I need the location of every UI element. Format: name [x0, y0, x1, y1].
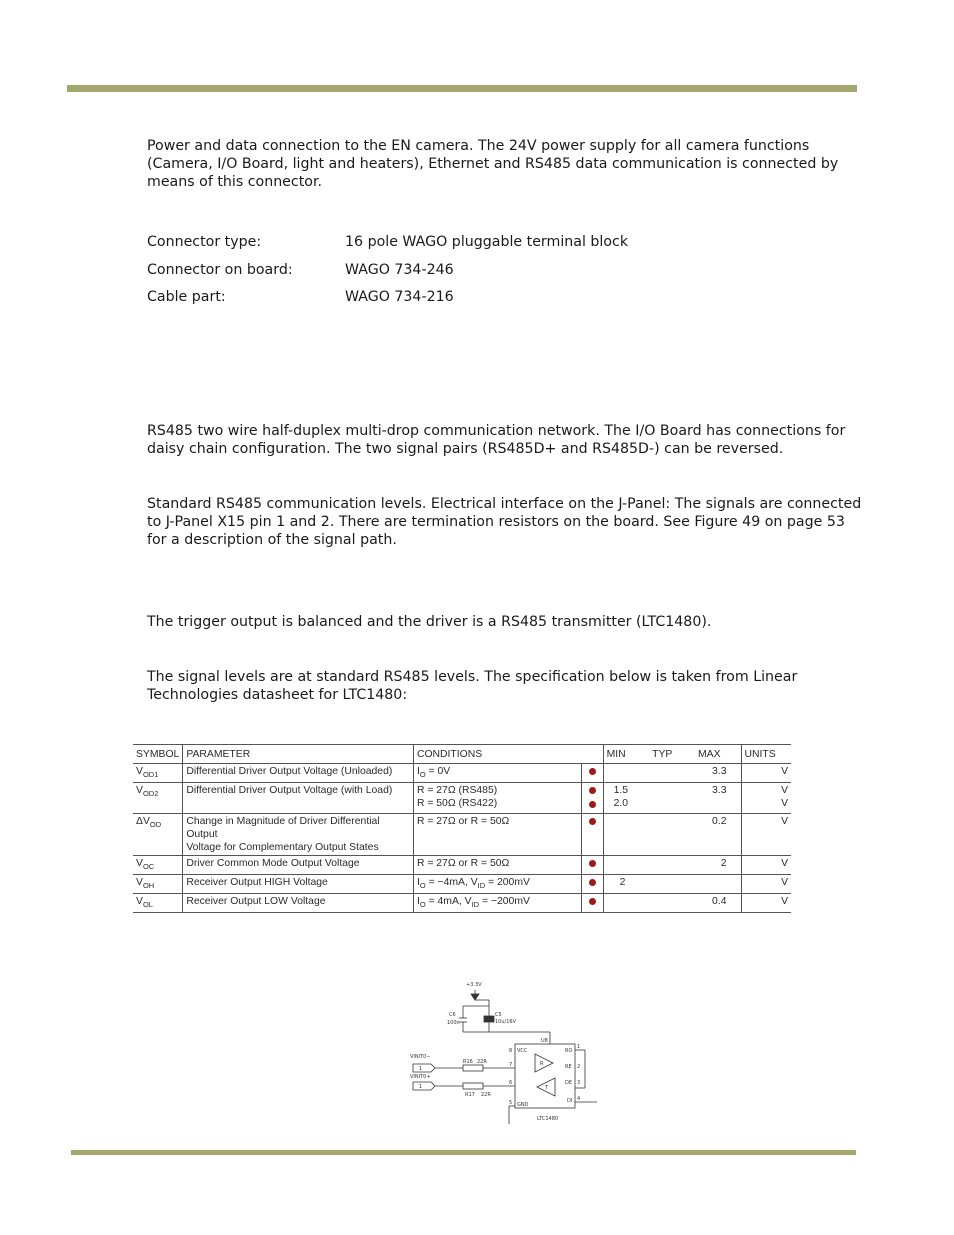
parameter: Differential Driver Output Voltage (with Load) [183, 783, 414, 814]
min: 2.0 [613, 798, 629, 810]
pin-number: 3 [577, 1080, 581, 1086]
max: 0.2 [695, 814, 741, 856]
parameter: Change in Magnitude of Driver Differential Output [186, 816, 380, 841]
table-row [133, 764, 791, 783]
c5-label: C5 [495, 1012, 502, 1018]
symbol: ΔV [136, 816, 150, 828]
net-plus-label: VINIT0+ [410, 1074, 431, 1080]
conn-pin: 1 [419, 1084, 423, 1090]
footer-rule [71, 1150, 856, 1155]
c5-value: 10u/16V [495, 1019, 516, 1025]
r17-value: 22R [481, 1092, 491, 1098]
spec-label: Connector on board: [147, 262, 293, 278]
vcc-pin: VCC [517, 1048, 528, 1054]
rs485-network-paragraph: RS485 two wire half-duplex multi-drop communication network. The I/O Board has connections for daisy chain configuration. The two signal pairs (RS485D+ and RS485D-) can be reversed. [147, 423, 846, 457]
table-row [133, 894, 791, 913]
max: 3.3 [695, 783, 741, 814]
pin-number: 5 [509, 1100, 513, 1106]
pin-number: 6 [509, 1080, 513, 1086]
c6-label: C6 [449, 1012, 456, 1018]
table-header-row [133, 745, 791, 764]
cond: = 200mV [485, 877, 530, 889]
max: 0.4 [695, 894, 741, 913]
parameter: Receiver Output HIGH Voltage [183, 875, 414, 894]
ro-pin: RO [565, 1048, 573, 1054]
u8-label: U8 [541, 1038, 548, 1044]
symbol: V [136, 766, 143, 777]
spec-value: WAGO 734-246 [345, 262, 454, 278]
symbol: V [136, 877, 143, 889]
cond-sub: O [419, 881, 426, 891]
signal-levels-paragraph: The signal levels are at standard RS485 levels. The specification below is taken from Linear Technologies datasheet for LTC1480: [147, 669, 798, 703]
spec-label: Cable part: [147, 289, 226, 305]
parameter: Differential Driver Output Voltage (Unloaded) [183, 764, 414, 783]
cond-sub: ID [477, 881, 486, 891]
bullet-icon [589, 818, 596, 825]
pin-number: 8 [509, 1048, 513, 1054]
units: V [741, 856, 791, 875]
bullet-icon [589, 860, 596, 867]
table-row [133, 783, 791, 814]
units: V [741, 764, 791, 783]
trigger-output-paragraph: The trigger output is balanced and the driver is a RS485 transmitter (LTC1480). [147, 614, 712, 630]
max: 3.3 [695, 764, 741, 783]
rs485-levels-paragraph: Standard RS485 communication levels. Electrical interface on the J-Panel: The signals are connected to J-Panel X15 pin 1 and 2. There are termination resistors on the board. See Figure 49 on page 53 for a description of the signal path. [147, 496, 862, 548]
units: V [741, 894, 791, 913]
header-conditions: CONDITIONS [413, 745, 603, 764]
intro-paragraph: Power and data connection to the EN camera. The 24V power supply for all camera functions (Camera, I/O Board, light and heaters), Ethernet and RS485 data communication is connected by means of this connector. [147, 138, 839, 190]
parameter: Driver Common Mode Output Voltage [183, 856, 414, 875]
bullet-icon [589, 898, 596, 905]
chip-label: LTC1480 [537, 1116, 559, 1122]
header-min: MIN [603, 745, 649, 764]
max [695, 875, 741, 894]
bullet-icon [589, 801, 596, 808]
cond: R = 27Ω or R = 50Ω [413, 814, 581, 856]
header-parameter: PARAMETER [183, 745, 414, 764]
net-minus-label: VINIT0− [410, 1054, 431, 1060]
r17-label: R17 [465, 1092, 475, 1098]
receiver-label: R [540, 1061, 544, 1067]
cond: I [416, 896, 420, 908]
max: 2 [695, 856, 741, 875]
conn-pin: 1 [419, 1066, 423, 1072]
parameter: Receiver Output LOW Voltage [183, 894, 414, 913]
cond: R = 27Ω or R = 50Ω [413, 856, 581, 875]
symbol-sub: OD1 [142, 770, 159, 780]
table-row [133, 856, 791, 875]
re-pin: RE [565, 1064, 572, 1070]
min: 1.5 [613, 785, 629, 797]
spec-value: 16 pole WAGO pluggable terminal block [345, 234, 629, 250]
units: V [741, 875, 791, 894]
cond-sub: O [419, 770, 426, 780]
typ [649, 764, 695, 783]
cond-sub: ID [471, 900, 480, 910]
min [603, 814, 649, 856]
symbol: V [136, 785, 143, 797]
cond-sub: O [419, 900, 426, 910]
bullet-icon [589, 787, 596, 794]
typ [649, 814, 695, 856]
cond: I [416, 766, 420, 777]
bullet-icon [589, 768, 596, 775]
typ [649, 875, 695, 894]
gnd-pin: GND [517, 1102, 529, 1108]
min [603, 856, 649, 875]
cond: = 0V [425, 766, 451, 777]
typ [649, 783, 695, 814]
cond: I [416, 877, 420, 889]
symbol-sub: OL [142, 900, 153, 910]
header-rule [67, 85, 857, 92]
min: 2 [603, 875, 649, 894]
symbol: V [136, 896, 143, 908]
spec-value: WAGO 734-216 [345, 289, 454, 305]
header-symbol: SYMBOL [133, 745, 183, 764]
parameter: Voltage for Complementary Output States [186, 842, 379, 854]
cond: R = 27Ω (RS485) [416, 785, 498, 797]
cond: = −200mV [479, 896, 530, 908]
pin-number: 1 [577, 1044, 581, 1050]
header-typ: TYP [649, 745, 695, 764]
min [603, 894, 649, 913]
symbol: V [136, 858, 143, 870]
ltc1480-schematic [405, 978, 597, 1130]
cond: = −4mA, V [428, 877, 478, 889]
de-pin: DE [565, 1080, 573, 1086]
c6-value: 100n [447, 1020, 460, 1026]
symbol-sub: OD [149, 820, 162, 830]
pin-number: 4 [577, 1096, 581, 1102]
r16-label: R16 [463, 1059, 473, 1065]
header-max: MAX [695, 745, 741, 764]
symbol-sub: OD2 [142, 789, 159, 799]
symbol-sub: OH [142, 881, 155, 891]
cond: R = 50Ω (RS422) [416, 798, 498, 810]
cond: = 4mA, V [428, 896, 472, 908]
pin-number: 2 [577, 1064, 581, 1070]
units: V [741, 814, 791, 856]
table-row [133, 814, 791, 856]
di-pin: DI [567, 1098, 573, 1104]
typ [649, 894, 695, 913]
symbol-sub: OC [142, 862, 155, 872]
transmitter-label: T [545, 1085, 549, 1091]
spec-label: Connector type: [147, 234, 262, 250]
header-units: UNITS [741, 745, 791, 764]
ltc1480-spec-table [133, 744, 791, 913]
pin-number: 7 [509, 1062, 513, 1068]
typ [649, 856, 695, 875]
table-row [133, 875, 791, 894]
supply-label: +3.3V [466, 982, 482, 988]
r16-value: 22R [477, 1059, 487, 1065]
bullet-icon [589, 879, 596, 886]
min [603, 764, 649, 783]
units: V [781, 785, 788, 797]
units: V [781, 798, 788, 810]
